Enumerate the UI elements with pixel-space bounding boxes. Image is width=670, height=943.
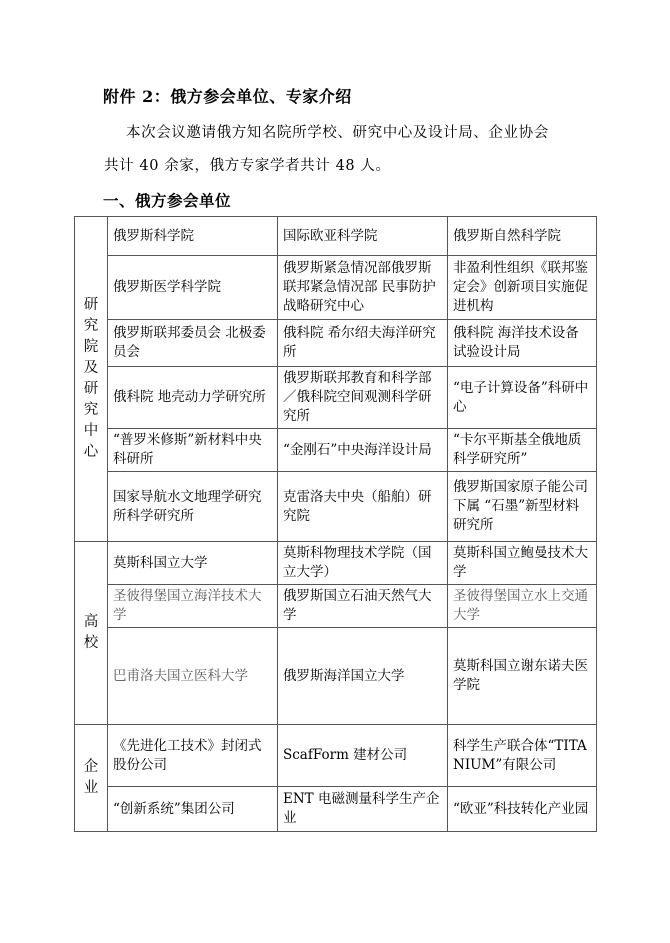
table-cell: 非盈利性组织《联邦鉴定会》创新项目实施促进机构 xyxy=(448,256,597,320)
table-row xyxy=(75,217,597,256)
table-cell: “欧亚”科技转化产业园 xyxy=(448,787,597,832)
intro-paragraph-line-2: 共计 40 余家，俄方专家学者共计 48 人。 xyxy=(104,158,391,174)
table-row xyxy=(75,585,597,628)
section-heading: 一、俄方参会单位 xyxy=(103,191,232,210)
table-row xyxy=(75,628,597,725)
table-row xyxy=(75,472,597,542)
table-row xyxy=(75,320,597,367)
table-cell: “普罗米修斯”新材料中央科研所 xyxy=(108,429,278,472)
table-cell: 圣彼得堡国立水上交通大学 xyxy=(448,585,597,628)
table-cell: 俄罗斯自然科学院 xyxy=(448,217,597,256)
table-cell: 俄罗斯医学科学院 xyxy=(108,256,278,320)
table-cell: 科学生产联合体“TITANIUM”有限公司 xyxy=(448,725,597,787)
table-cell: “卡尔平斯基全俄地质科学研究所” xyxy=(448,429,597,472)
table-cell: 俄罗斯国立石油天然气大学 xyxy=(278,585,448,628)
table-row xyxy=(75,787,597,832)
category-research: 研 究 院 及 研 究 中 心 xyxy=(75,217,108,542)
table-cell: “金刚石”中央海洋设计局 xyxy=(278,429,448,472)
table-cell: 巴甫洛夫国立医科大学 xyxy=(108,628,278,725)
table-cell: 俄科院 希尔绍夫海洋研究所 xyxy=(278,320,448,367)
table-cell: 圣彼得堡国立海洋技术大学 xyxy=(108,585,278,628)
table-cell: 国家导航水文地理学研究所科学研究所 xyxy=(108,472,278,542)
table-cell: 莫斯科国立鲍曼技术大学 xyxy=(448,542,597,585)
table-cell: 俄罗斯联邦委员会 北极委员会 xyxy=(108,320,278,367)
table-cell: 国际欧亚科学院 xyxy=(278,217,448,256)
table-cell: 俄罗斯国家原子能公司下属 “石墨”新型材料研究所 xyxy=(448,472,597,542)
table-cell: 俄罗斯联邦教育和科学部／俄科院空间观测科学研究所 xyxy=(278,367,448,429)
table-cell: 俄科院 海洋技术设备试验设计局 xyxy=(448,320,597,367)
table-row xyxy=(75,542,597,585)
table-cell: 克雷洛夫中央（船舶）研究院 xyxy=(278,472,448,542)
page-title: 附件 2：俄方参会单位、专家介绍 xyxy=(103,87,352,106)
participants-table xyxy=(74,216,597,832)
table-cell: 莫斯科国立大学 xyxy=(108,542,278,585)
table-cell: 俄科院 地壳动力学研究所 xyxy=(108,367,278,429)
table-cell: 俄罗斯科学院 xyxy=(108,217,278,256)
table-cell: 俄罗斯紧急情况部俄罗斯联邦紧急情况部 民事防护战略研究中心 xyxy=(278,256,448,320)
table-cell: 《先进化工技术》封闭式股份公司 xyxy=(108,725,278,787)
table-row xyxy=(75,429,597,472)
table-cell: 莫斯科国立谢东诺夫医学院 xyxy=(448,628,597,725)
table-row xyxy=(75,725,597,787)
category-universities: 高 校 xyxy=(75,542,108,725)
table-cell: “创新系统”集团公司 xyxy=(108,787,278,832)
table-cell: ENT 电磁测量科学生产企业 xyxy=(278,787,448,832)
category-enterprises: 企 业 xyxy=(75,725,108,832)
table-row xyxy=(75,367,597,429)
table-cell: 莫斯科物理技术学院（国立大学） xyxy=(278,542,448,585)
table-cell: “电子计算设备”科研中心 xyxy=(448,367,597,429)
table-cell: ScafForm 建材公司 xyxy=(278,725,448,787)
table-cell: 俄罗斯海洋国立大学 xyxy=(278,628,448,725)
intro-paragraph-line-1: 本次会议邀请俄方知名院所学校、研究中心及设计局、企业协会 xyxy=(126,125,549,141)
table-row xyxy=(75,256,597,320)
